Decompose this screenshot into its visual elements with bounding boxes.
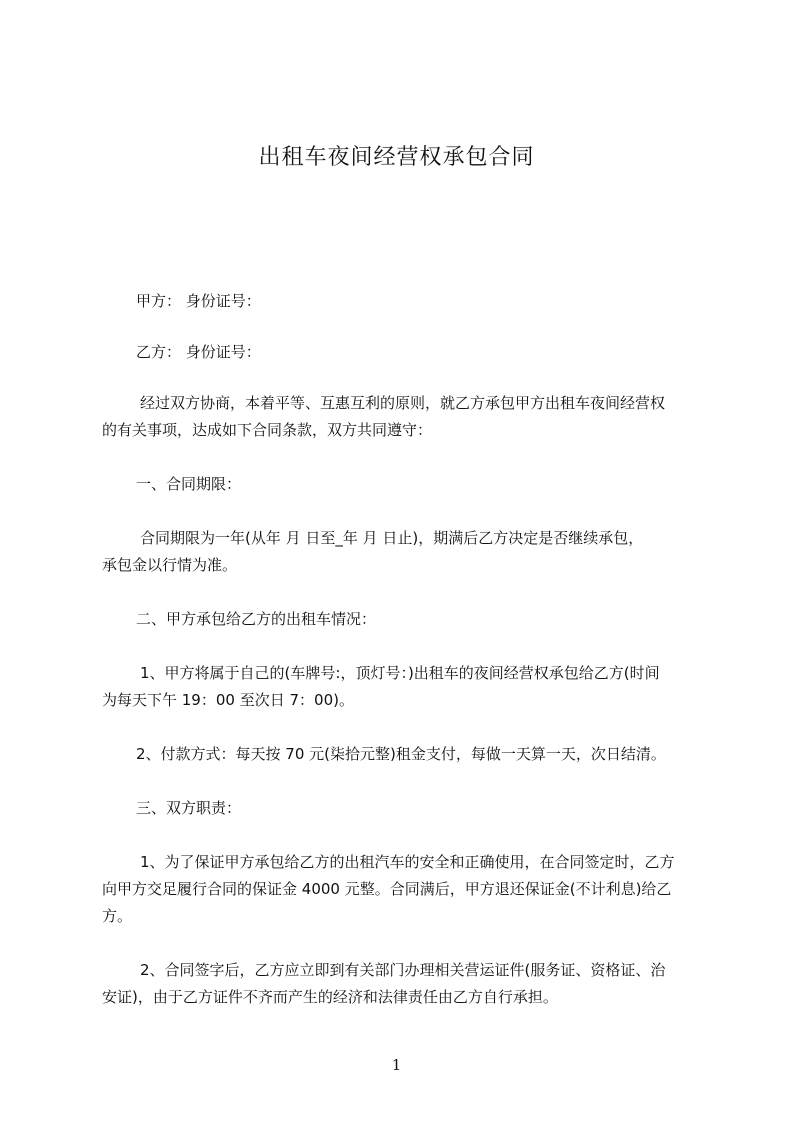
section-2-item-1-line-2: 为每天下午 19：00 至次日 7：00)。	[102, 691, 354, 709]
section-1-heading: 一、合同期限：	[136, 475, 242, 493]
document-body	[102, 288, 712, 1011]
section-3-heading: 三、双方职责：	[136, 799, 242, 817]
section-3-item-1-line-3: 方。	[102, 907, 133, 925]
section-2-item-2: 2、付款方式：每天按 70 元(柒拾元整)租金支付，每做一天算一天，次日结清。	[136, 745, 666, 763]
intro-paragraph-line-2: 的有关事项，达成如下合同条款，双方共同遵守：	[102, 421, 433, 439]
section-2-heading: 二、甲方承包给乙方的出租车情况：	[136, 610, 377, 628]
section-3-item-2-line-1: 2、合同签字后，乙方应立即到有关部门办理相关营运证件(服务证、资格证、治	[140, 961, 666, 979]
section-3-item-1-line-2: 向甲方交足履行合同的保证金 4000 元整。合同满后，甲方退还保证金(不计利息)给乙	[102, 880, 672, 898]
section-3-item-1-line-1: 1、为了保证甲方承包给乙方的出租汽车的安全和正确使用，在合同签定时，乙方	[140, 853, 675, 871]
section-2-item-1-line-1: 1、甲方将属于自己的(车牌号:，顶灯号：)出租车的夜间经营权承包给乙方(时间	[140, 664, 660, 682]
section-1-line-2: 承包金以行情为准。	[102, 556, 238, 574]
party-a-line: 甲方： 身份证号：	[136, 292, 261, 310]
section-3-item-2-line-2: 安证)，由于乙方证件不齐而产生的经济和法律责任由乙方自行承担。	[102, 988, 558, 1006]
party-b-line: 乙方： 身份证号：	[136, 343, 261, 361]
document-title: 出租车夜间经营权承包合同	[258, 145, 535, 170]
page-number: 1	[391, 1056, 402, 1074]
section-1-line-1: 合同期限为一年(从年 月 日至_年 月 日止)，期满后乙方决定是否继续承包，	[140, 529, 644, 547]
intro-paragraph-line-1: 经过双方协商，本着平等、互惠互利的原则，就乙方承包甲方出租车夜间经营权	[140, 394, 666, 412]
